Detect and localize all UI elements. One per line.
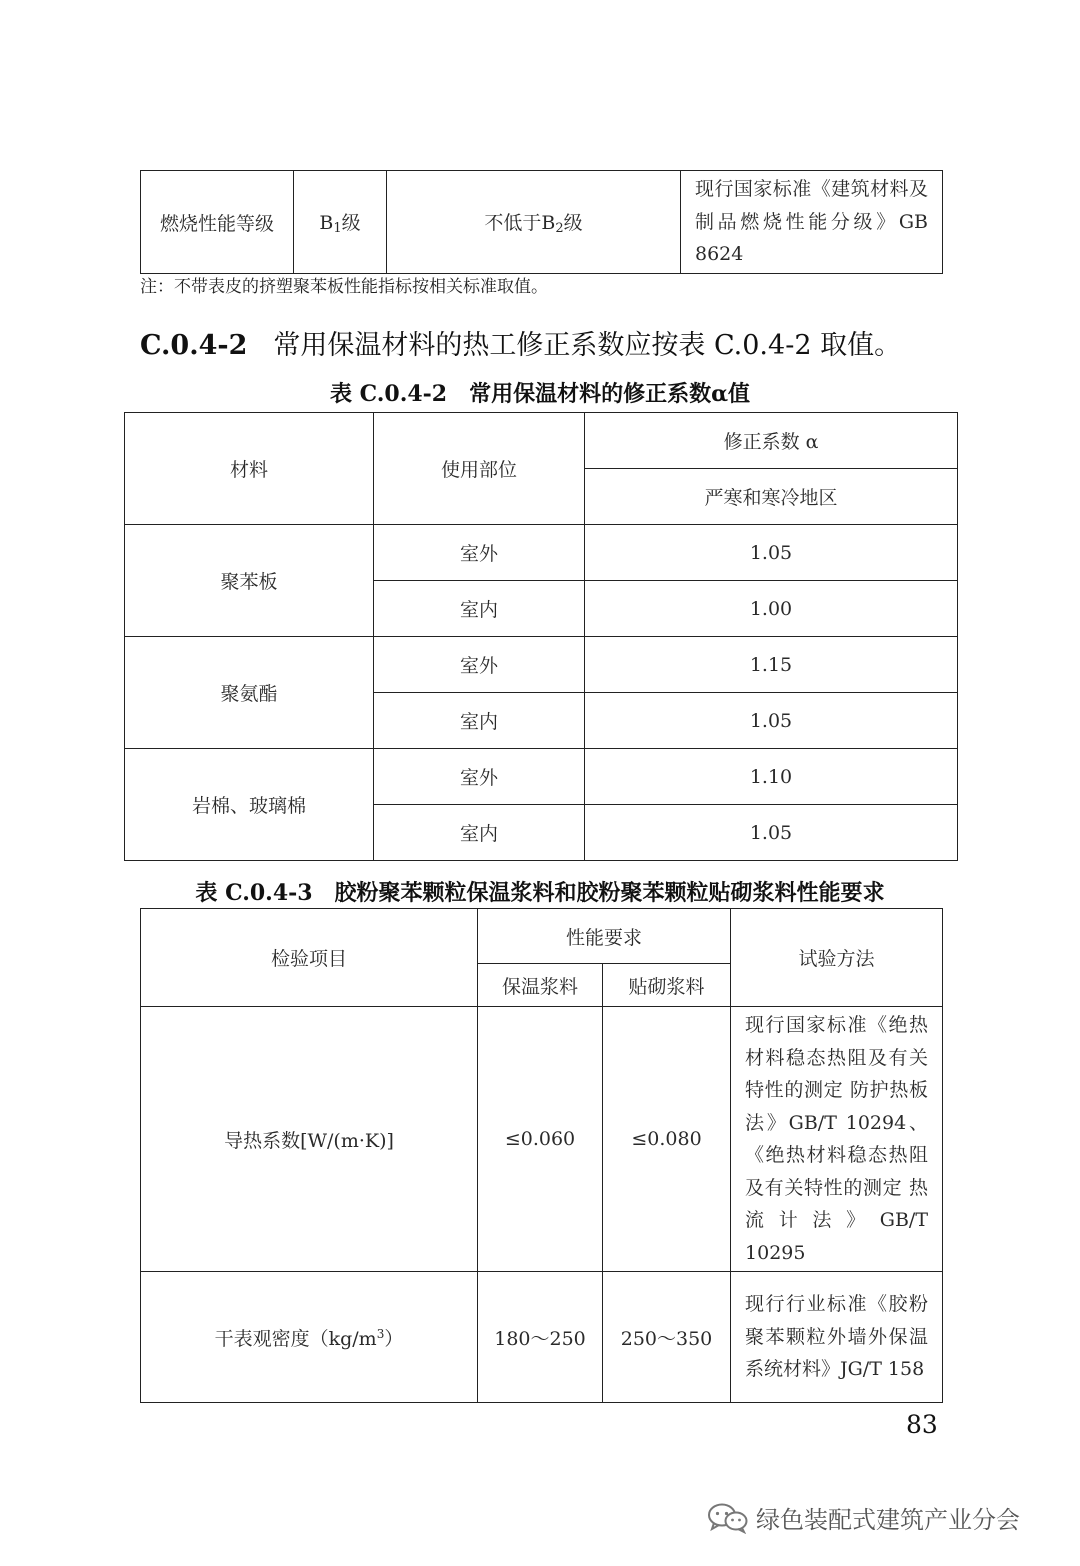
table-header-row xyxy=(141,909,943,964)
table-row xyxy=(141,1007,943,1272)
header-method: 试验方法 xyxy=(731,909,943,1007)
location-cell: 室内 xyxy=(374,693,585,749)
header-item: 检验项目 xyxy=(141,909,478,1007)
fire-rating-table xyxy=(140,170,943,274)
page-number: 83 xyxy=(906,1410,938,1439)
location-cell: 室内 xyxy=(374,581,585,637)
table-cell: $B_1$级 xyxy=(294,171,387,274)
section-number: C.0.4-2 xyxy=(140,330,248,361)
correction-coefficient-table xyxy=(124,412,958,861)
section-text: 常用保温材料的热工修正系数应按表 C.0.4-2 取值。 xyxy=(273,330,902,361)
location-cell: 室外 xyxy=(374,749,585,805)
table-note: 注：不带表皮的挤塑聚苯板性能指标按相关标准取值。 xyxy=(140,277,548,297)
location-cell: 室外 xyxy=(374,637,585,693)
table-row xyxy=(141,1272,943,1403)
header-location: 使用部位 xyxy=(374,413,585,525)
material-cell: 岩棉、玻璃棉 xyxy=(125,749,374,861)
value-cell: 250～350 xyxy=(603,1272,731,1403)
section-heading xyxy=(140,323,901,362)
table-row xyxy=(125,525,958,581)
method-cell: 现行国家标准《绝热材料稳态热阻及有关特性的测定 防护热板法》GB/T 10294、《绝热材料稳态热阻及有关特性的测定 热流计法》GB/T 10295 xyxy=(731,1007,943,1272)
table-header-row xyxy=(125,413,958,469)
header-insulation-mortar: 保温浆料 xyxy=(478,964,603,1007)
header-performance: 性能要求 xyxy=(478,909,731,964)
location-cell: 室外 xyxy=(374,525,585,581)
item-cell: 导热系数[W/(m·K)] xyxy=(141,1007,478,1272)
value-cell: 1.15 xyxy=(585,637,958,693)
table-row xyxy=(125,637,958,693)
method-cell: 现行行业标准《胶粉聚苯颗粒外墙外保温系统材料》JG/T 158 xyxy=(731,1272,943,1403)
table-cell: 不低于$B_2$级 xyxy=(387,171,681,274)
header-region: 严寒和寒冷地区 xyxy=(585,469,958,525)
header-bonding-mortar: 贴砌浆料 xyxy=(603,964,731,1007)
value-cell: 180～250 xyxy=(478,1272,603,1403)
table-cell: 现行国家标准《建筑材料及制品燃烧性能分级》GB 8624 xyxy=(681,171,943,274)
item-cell: 干表观密度$(kg/m^3)$ xyxy=(141,1272,478,1403)
watermark xyxy=(706,1500,1020,1535)
value-cell: 1.05 xyxy=(585,693,958,749)
watermark-text: 绿色装配式建筑产业分会 xyxy=(756,1506,1020,1534)
value-cell: 1.10 xyxy=(585,749,958,805)
table-cell: 燃烧性能等级 xyxy=(141,171,294,274)
value-cell: ≤0.080 xyxy=(603,1007,731,1272)
material-cell: 聚苯板 xyxy=(125,525,374,637)
value-cell: 1.05 xyxy=(585,805,958,861)
table-row xyxy=(141,171,943,274)
value-cell: 1.00 xyxy=(585,581,958,637)
table-caption: 表 C.0.4-3 胶粉聚苯颗粒保温浆料和胶粉聚苯颗粒贴砌浆料性能要求 xyxy=(195,880,885,906)
header-coefficient: 修正系数 α xyxy=(585,413,958,469)
value-cell: ≤0.060 xyxy=(478,1007,603,1272)
value-cell: 1.05 xyxy=(585,525,958,581)
table-row xyxy=(125,749,958,805)
table-caption: 表 C.0.4-2 常用保温材料的修正系数α值 xyxy=(329,381,751,407)
header-material: 材料 xyxy=(125,413,374,525)
mortar-performance-table xyxy=(140,908,943,1403)
material-cell: 聚氨酯 xyxy=(125,637,374,749)
location-cell: 室内 xyxy=(374,805,585,861)
wechat-icon xyxy=(706,1502,750,1534)
